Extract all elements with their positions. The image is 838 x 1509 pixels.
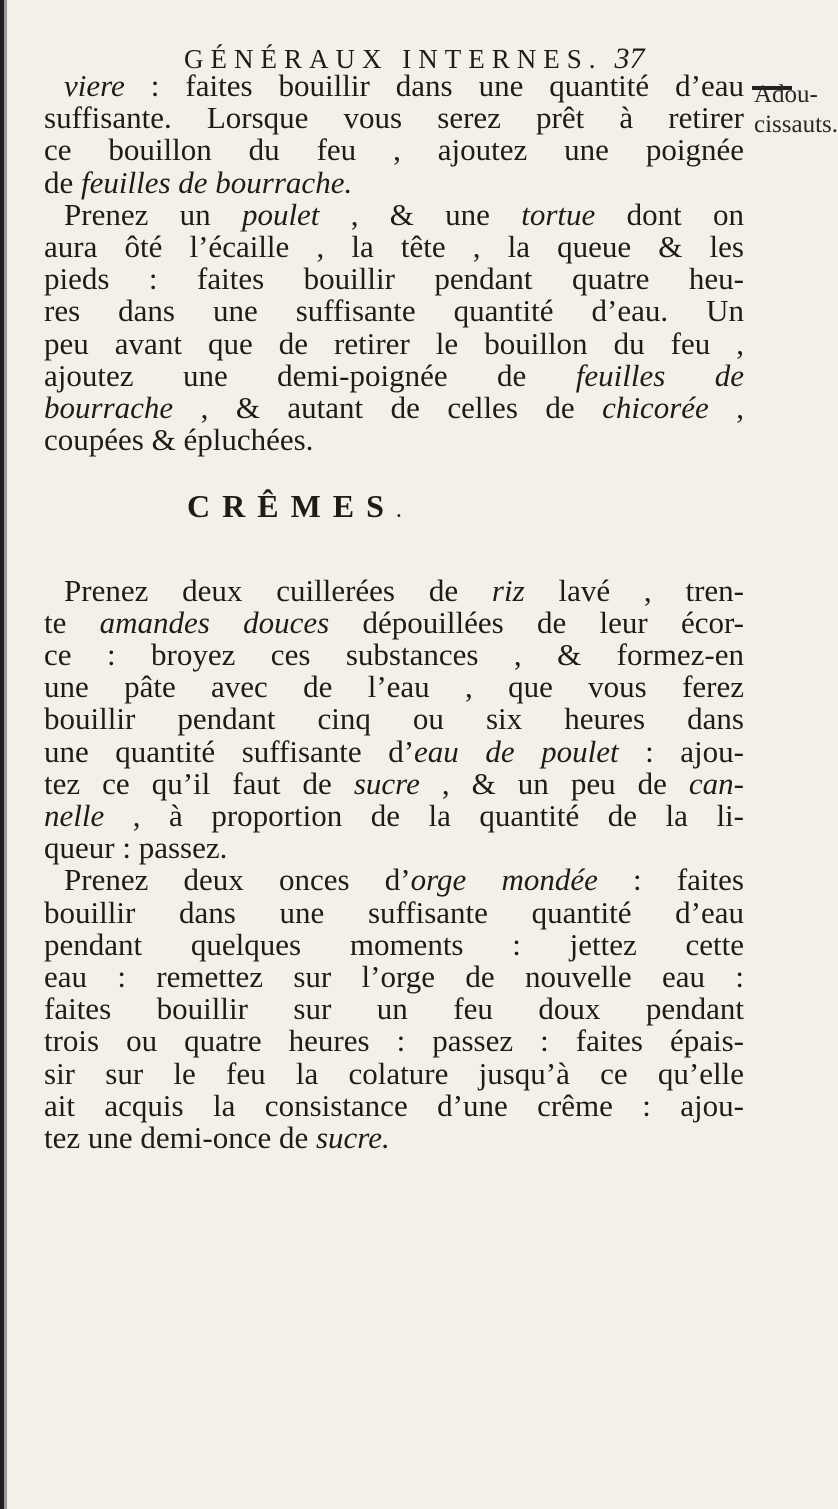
paragraph bbox=[44, 572, 745, 866]
text-line bbox=[44, 263, 744, 295]
text-run: , à proportion de la quantité de la li- bbox=[104, 798, 744, 834]
text-line bbox=[44, 733, 744, 769]
text-run: dont on bbox=[595, 196, 744, 232]
italic-text: nelle bbox=[44, 798, 105, 834]
text-run: , & une bbox=[319, 196, 522, 232]
text-line bbox=[44, 894, 744, 930]
section-title-text: CRÊMES bbox=[187, 488, 396, 525]
text-run: pendant quelques moments : jettez cette bbox=[44, 926, 744, 962]
italic-text: feuilles de bourrache. bbox=[81, 164, 353, 200]
text-run: Prenez deux onces d’ bbox=[64, 862, 411, 898]
italic-text: viere bbox=[64, 68, 125, 103]
text-line bbox=[44, 196, 744, 232]
italic-text: sucre. bbox=[315, 1120, 390, 1156]
text-run: Prenez un bbox=[64, 196, 242, 232]
text-line bbox=[44, 325, 744, 361]
text-line bbox=[44, 703, 744, 735]
text-run: ait acquis la consistance d’une crême : ajou- bbox=[44, 1087, 744, 1123]
italic-text: amandes douces bbox=[99, 604, 330, 640]
running-head-title: GÉNÉRAUX INTERNES. bbox=[184, 44, 603, 74]
text-run: une quantité suffisante d’ bbox=[44, 733, 415, 769]
text-run: ce bouillon du feu , ajoutez une poignée bbox=[44, 132, 744, 168]
text-line bbox=[44, 926, 744, 962]
text-run: , & un peu de bbox=[419, 765, 689, 801]
text-block-before bbox=[44, 70, 744, 456]
text-run: Prenez deux cuillerées de bbox=[64, 572, 492, 608]
italic-text: tortue bbox=[521, 196, 596, 232]
text-run: suffisante. Lorsque vous serez prêt à retirer bbox=[44, 100, 744, 136]
text-run: res dans une suffisante quantité d’eau. Un bbox=[44, 293, 744, 329]
text-run: de bbox=[44, 164, 82, 200]
text-run: sir sur le feu la colature jusqu’à ce qu’elle bbox=[44, 1055, 744, 1091]
text-run: pieds : faites bouillir pendant quatre heu- bbox=[44, 261, 744, 297]
text-line bbox=[44, 1087, 744, 1123]
text-run: peu avant que de retirer le bouillon du feu , bbox=[44, 325, 744, 361]
text-line bbox=[44, 572, 745, 608]
text-line bbox=[44, 961, 744, 993]
text-line bbox=[44, 231, 744, 263]
italic-text: chicorée bbox=[602, 390, 709, 426]
text-run: tez ce qu’il faut de bbox=[44, 765, 354, 801]
paragraph bbox=[44, 196, 744, 458]
text-line bbox=[44, 164, 744, 200]
text-line bbox=[44, 639, 744, 671]
text-line bbox=[44, 800, 744, 832]
text-line bbox=[44, 993, 744, 1025]
text-line bbox=[44, 864, 744, 896]
text-block-after bbox=[44, 572, 745, 1156]
italic-text: orge mondée bbox=[410, 862, 598, 898]
italic-text: bourrache bbox=[44, 390, 174, 426]
text-line bbox=[44, 295, 744, 327]
text-line bbox=[44, 392, 744, 424]
text-line bbox=[44, 1025, 744, 1057]
page-body bbox=[44, 70, 744, 1154]
text-run: aura ôté l’écaille , la tête , la queue & les bbox=[44, 229, 744, 265]
text-line bbox=[44, 832, 744, 864]
italic-text: can- bbox=[688, 765, 744, 801]
margin-note-line: cissauts. bbox=[754, 111, 838, 138]
text-run: dépouillées de leur écor- bbox=[329, 604, 745, 640]
page-number: 37 bbox=[614, 42, 645, 75]
text-line bbox=[44, 765, 744, 801]
text-line bbox=[44, 604, 745, 640]
italic-text: eau de poulet bbox=[414, 733, 619, 769]
text-line bbox=[44, 134, 744, 166]
text-run: trois ou quatre heures : passez : faites épais- bbox=[44, 1023, 744, 1059]
italic-text: feuilles de bbox=[575, 357, 744, 393]
paragraph bbox=[44, 70, 744, 199]
text-run: ce : broyez ces substances , & formez-en bbox=[44, 637, 744, 673]
italic-text: riz bbox=[491, 572, 525, 608]
margin-note bbox=[754, 80, 838, 140]
text-line bbox=[44, 1055, 744, 1091]
paragraph bbox=[44, 864, 744, 1154]
text-line bbox=[44, 1122, 744, 1154]
text-run: lavé , tren- bbox=[524, 572, 745, 608]
text-run: queur : passez. bbox=[44, 830, 228, 866]
text-line bbox=[44, 102, 744, 134]
text-run: : faites bouillir dans une quantité d’eau bbox=[124, 68, 744, 103]
section-title bbox=[44, 490, 744, 526]
margin-note-line: Adou- bbox=[754, 81, 818, 108]
page-edge-shadow bbox=[4, 0, 7, 1509]
text-run: une pâte avec de l’eau , que vous ferez bbox=[44, 669, 744, 705]
book-page bbox=[24, 0, 744, 1509]
text-run: eau : remettez sur l’orge de nouvelle eau : bbox=[44, 959, 744, 995]
italic-text: poulet bbox=[241, 196, 320, 232]
text-run: bouillir dans une suffisante quantité d’eau bbox=[44, 894, 744, 930]
text-run: faites bouillir sur un feu doux pendant bbox=[44, 991, 744, 1027]
text-run: , & autant de celles de bbox=[173, 390, 603, 426]
text-run: tez une demi-once de bbox=[44, 1120, 316, 1156]
text-line bbox=[44, 424, 744, 456]
text-run: : ajou- bbox=[618, 733, 744, 769]
text-line bbox=[44, 70, 744, 102]
text-run: te bbox=[44, 604, 100, 640]
text-line bbox=[44, 671, 744, 703]
text-run: ajoutez une demi-poignée de bbox=[44, 357, 576, 393]
italic-text: sucre bbox=[353, 765, 420, 801]
text-run: coupées & épluchées. bbox=[44, 422, 314, 458]
text-line bbox=[44, 357, 744, 393]
text-run: : faites bbox=[597, 862, 744, 898]
text-run: , bbox=[708, 390, 744, 426]
section-title-end: . bbox=[395, 497, 414, 524]
text-run: bouillir pendant cinq ou six heures dans bbox=[44, 701, 744, 737]
